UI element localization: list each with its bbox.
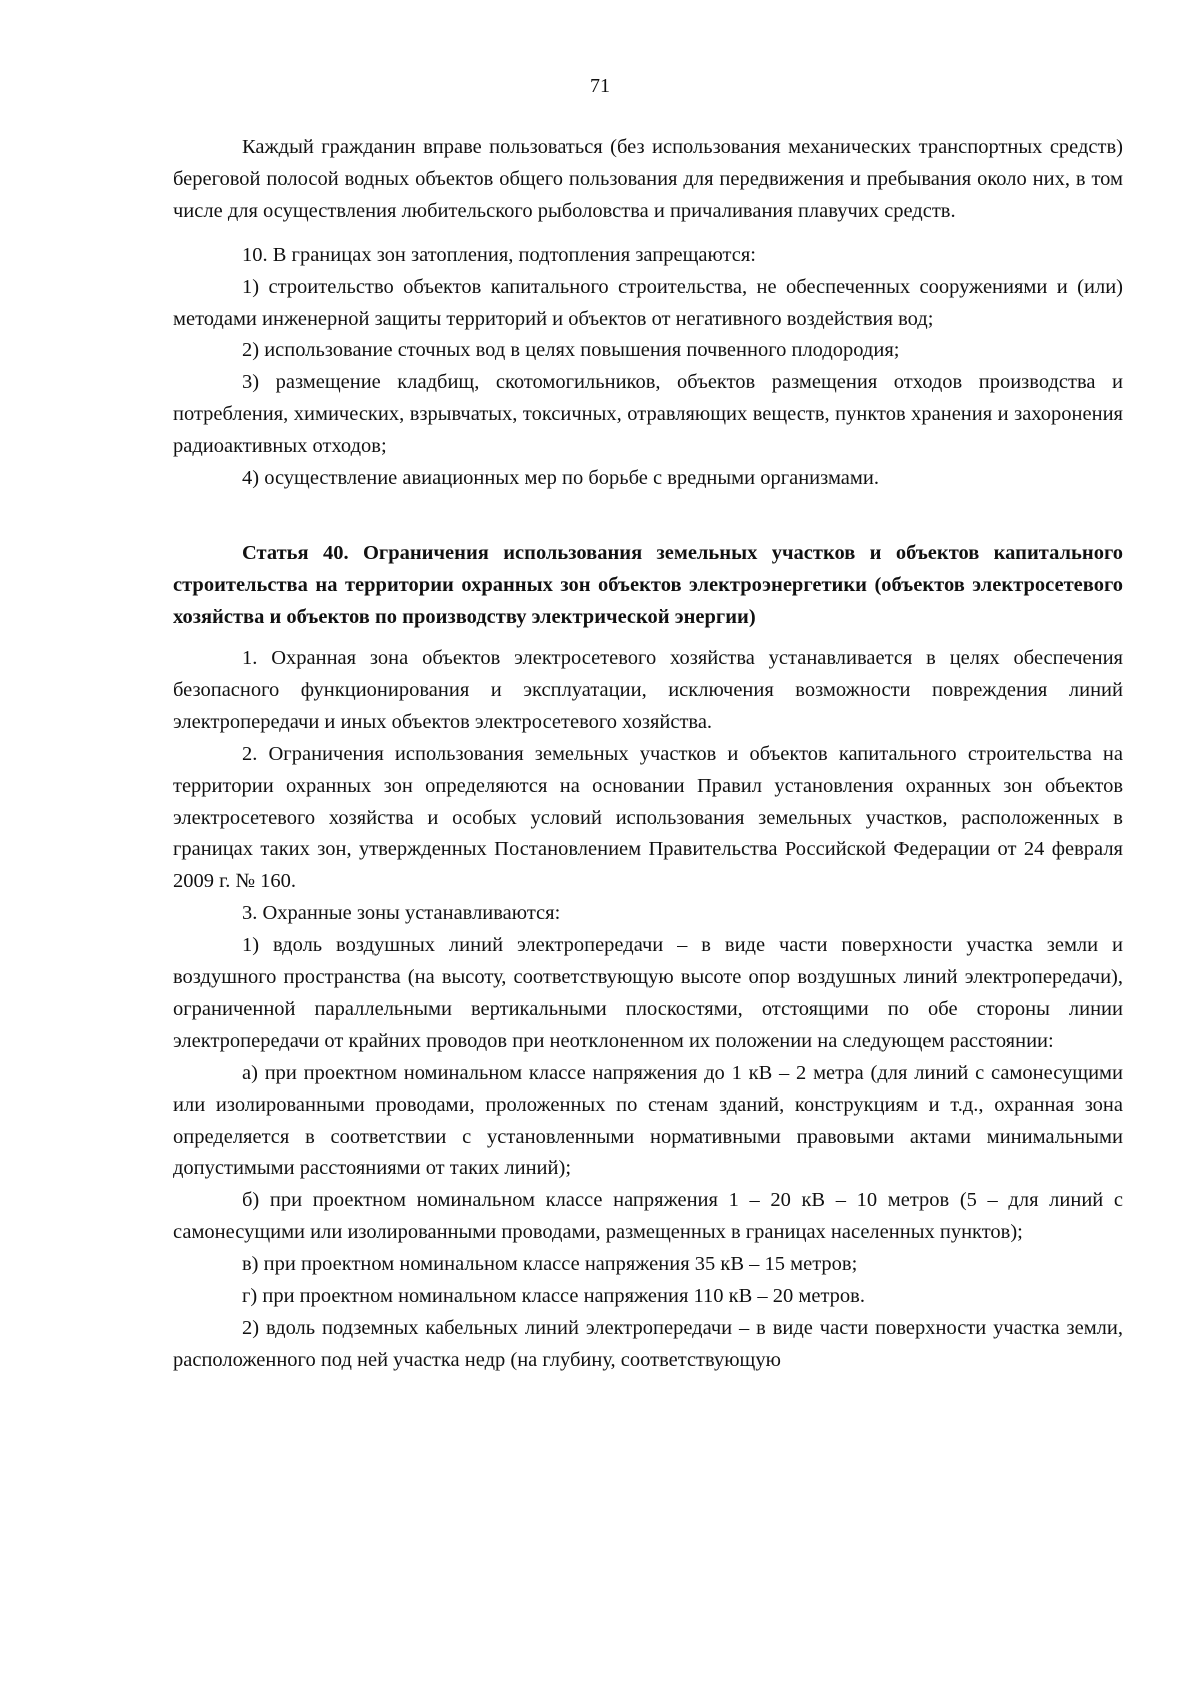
list-item-flood-4: 4) осуществление авиационных мер по борьбе с вредными организмами. [242, 467, 879, 490]
list-item-voltage-d: г) при проектном номинальном классе напряжения 110 кВ – 20 метров. [242, 1285, 865, 1308]
page-number: 71 [590, 75, 610, 97]
list-item-flood-1: 1) строительство объектов капитального строительства, не обеспеченных сооружениями и (или) методами инженерной защиты территорий и объектов от негативного воздействия вод; [173, 275, 1123, 330]
document-body [173, 132, 1123, 1377]
list-item-underground-cables: 2) вдоль подземных кабельных линий электропередачи – в виде части поверхности участка земли, расположенного под ней участка недр (на глубину, соответствующую [173, 1317, 1123, 1371]
list-item-voltage-a: а) при проектном номинальном классе напряжения до 1 кВ – 2 метра (для линий с самонесущими или изолированными проводами, проложенных по стенам зданий, конструкциям и т.д., охранная зона определяется в соответствии с установленными нормативными правовыми актами минимальными допустимыми расстояниями от таких линий); [173, 1061, 1123, 1180]
article-40-paragraph-1: 1. Охранная зона объектов электросетевого хозяйства устанавливается в целях обеспечения безопасного функционирования и эксплуатации, исключения возможности повреждения линий электропередачи и иных объектов электросетевого хозяйства. [173, 646, 1123, 733]
list-item-overhead-lines: 1) вдоль воздушных линий электропередачи – в виде части поверхности участка земли и воздушного пространства (на высоту, соответствующую высоте опор воздушных линий электропередачи), ограниченной параллельными вертикальными плоскостями, отстоящими по обе стороны линии электропередачи от крайних проводов при неотклоненном их положении на следующем расстоянии: [173, 934, 1123, 1052]
list-item-voltage-c: в) при проектном номинальном классе напряжения 35 кВ – 15 метров; [242, 1253, 858, 1276]
list-item-flood-3: 3) размещение кладбищ, скотомогильников, объектов размещения отходов производства и потребления, химических, взрывчатых, токсичных, отравляющих веществ, пунктов хранения и захоронения радиоактивных отходов; [173, 371, 1123, 458]
list-item-voltage-b: б) при проектном номинальном классе напряжения 1 – 20 кВ – 10 метров (5 – для линий с самонесущими или изолированными проводами, размещенных в границах населенных пунктов); [173, 1189, 1123, 1244]
paragraph-shore-use: Каждый гражданин вправе пользоваться (без использования механических транспортных средств) береговой полосой водных объектов общего пользования для передвижения и пребывания около них, в том числе для осуществления любительского рыболовства и причаливания плавучих средств. [173, 136, 1123, 222]
article-40-paragraph-3: 3. Охранные зоны устанавливаются: [242, 902, 561, 925]
list-item-flood-2: 2) использование сточных вод в целях повышения почвенного плодородия; [242, 339, 900, 362]
paragraph-flood-zones-intro: 10. В границах зон затопления, подтопления запрещаются: [242, 243, 756, 266]
article-40-paragraph-2: 2. Ограничения использования земельных участков и объектов капитального строительства на территории охранных зон определяются на основании Правил установления охранных зон объектов электросетевого хозяйства и особых условий использования земельных участков, расположенных в границах таких зон, утвержденных Постановлением Правительства Российской Федерации от 24 февраля 2009 г. № 160. [173, 742, 1123, 893]
article-40-heading: Статья 40. Ограничения использования земельных участков и объектов капитального строительства на территории охранных зон объектов электроэнергетики (объектов электросетевого хозяйства и объектов по производству электрической энергии) [173, 541, 1123, 628]
